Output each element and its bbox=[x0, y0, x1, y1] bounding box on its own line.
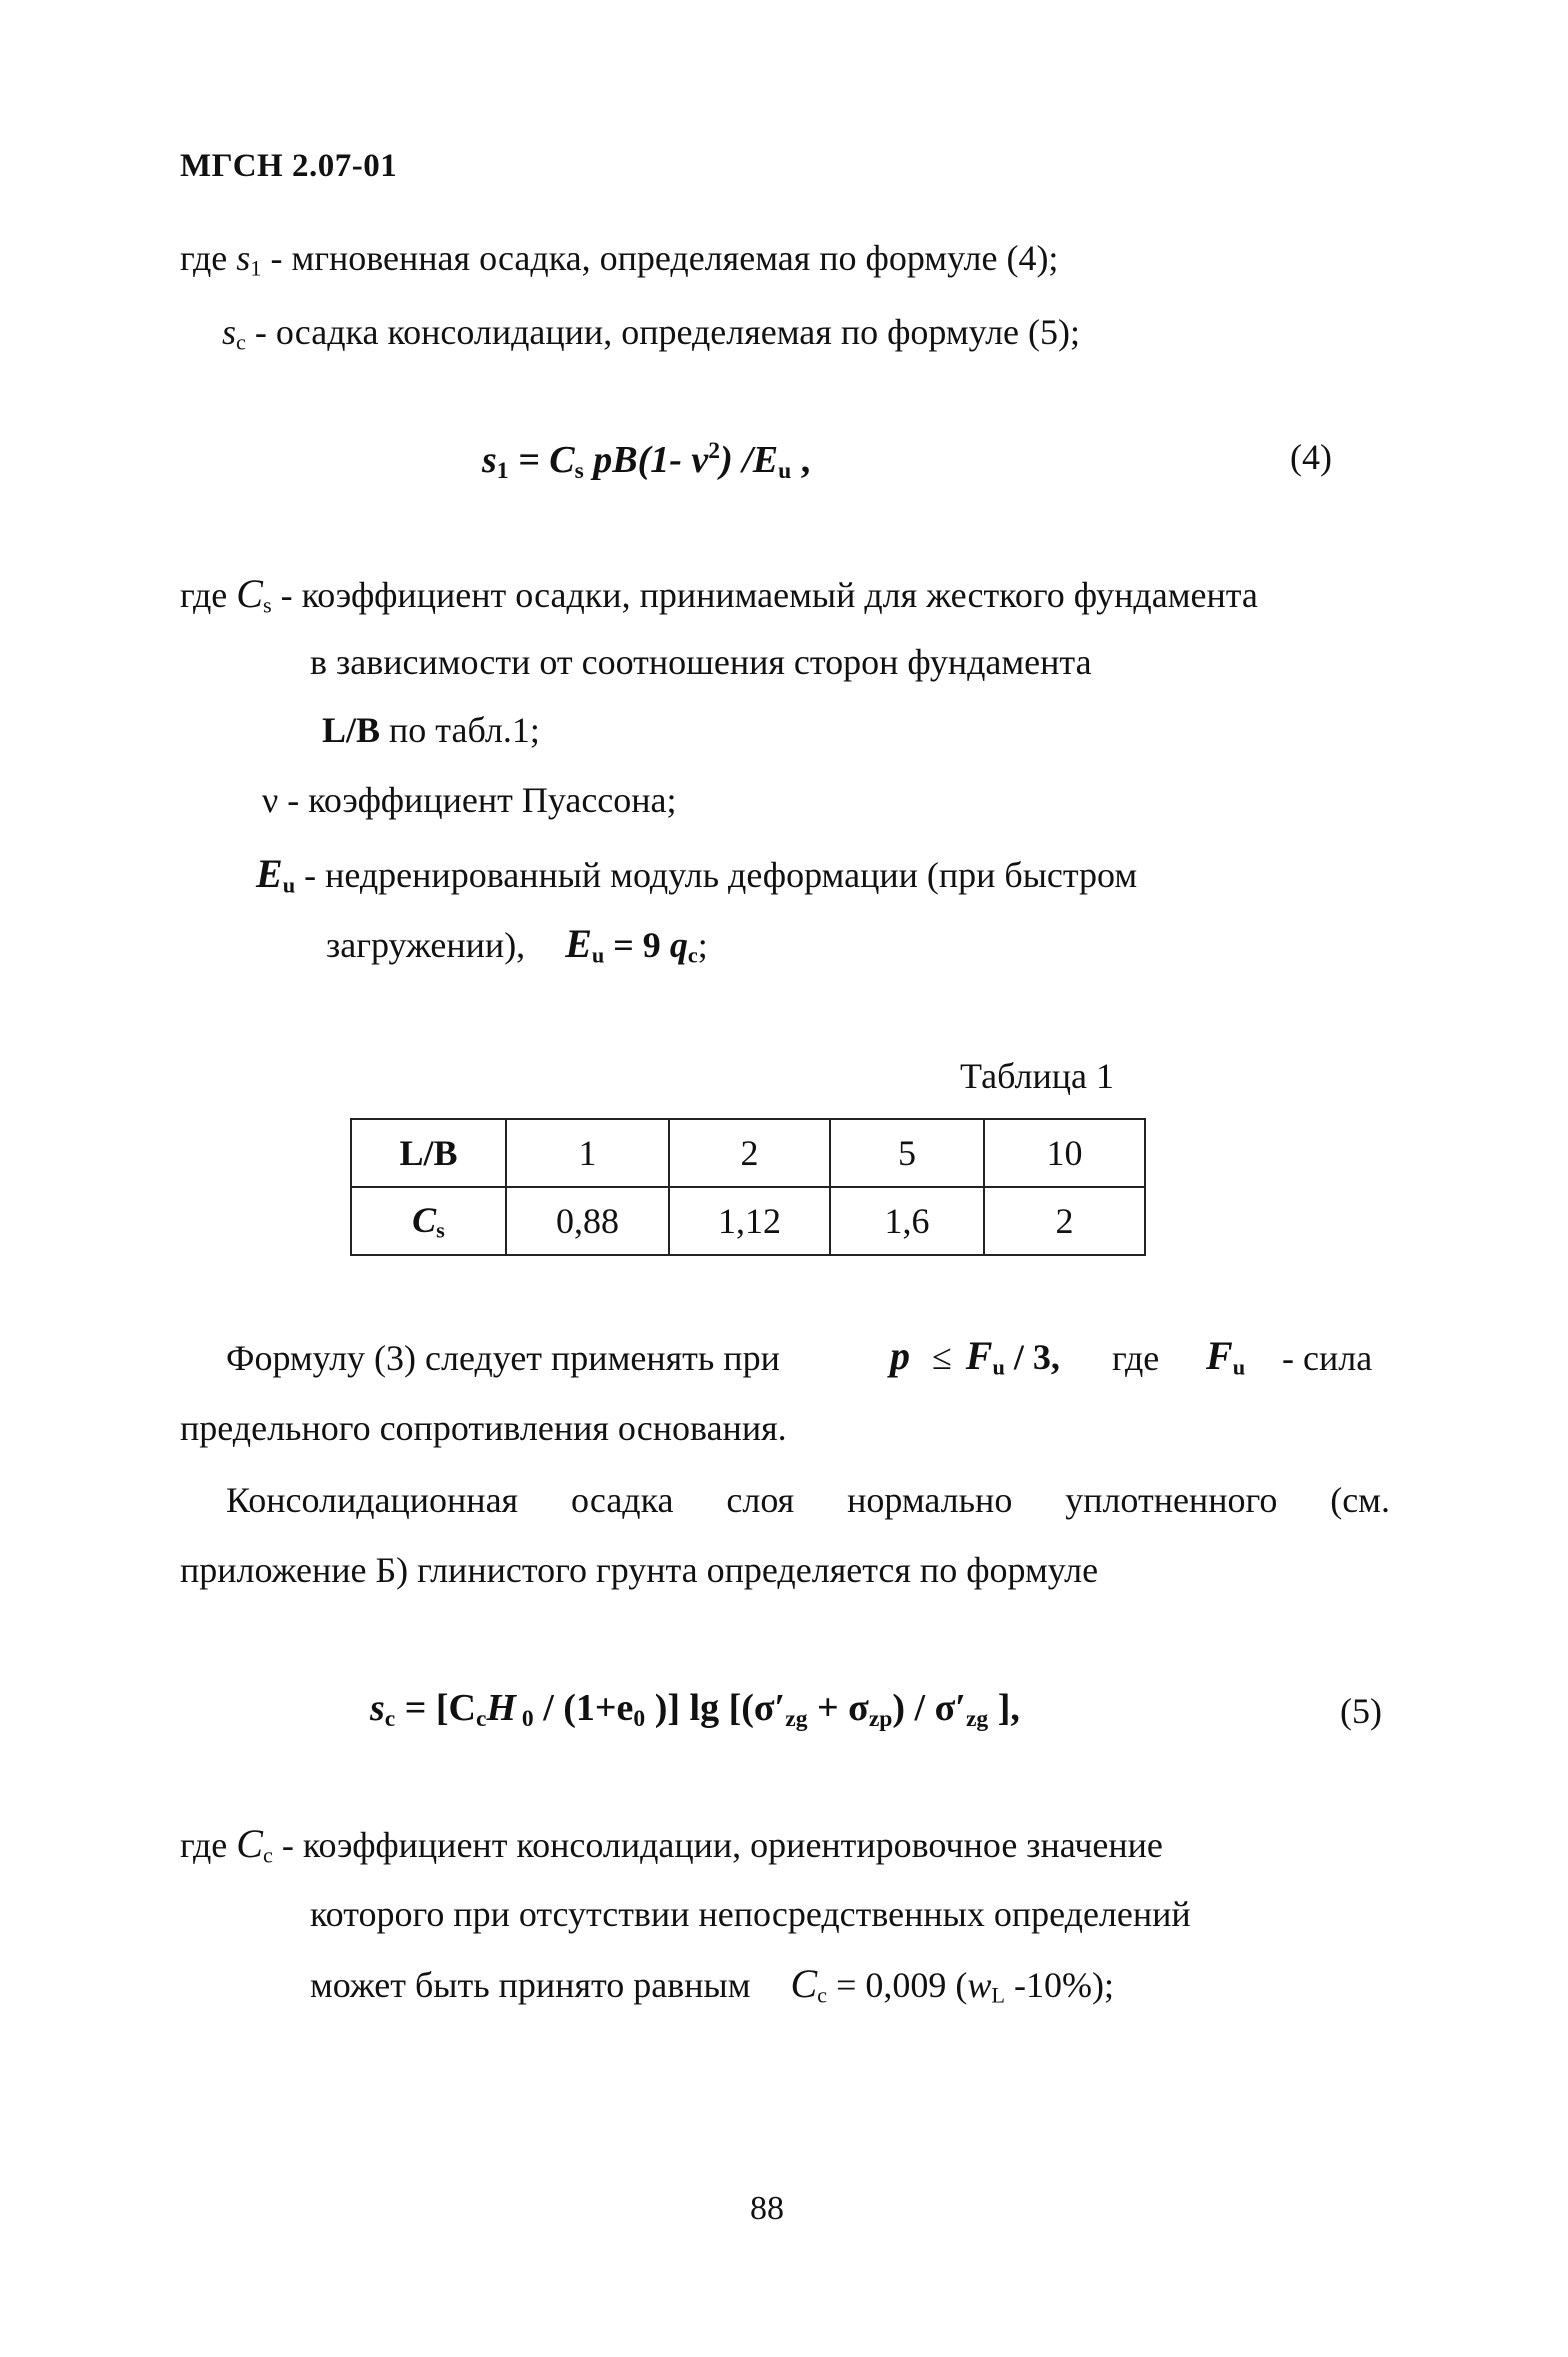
table-cell: 0,88 bbox=[506, 1187, 669, 1255]
symbol-E: E bbox=[256, 851, 283, 896]
formula-term: , bbox=[791, 439, 811, 482]
definition-eu-line2 bbox=[326, 922, 708, 978]
table-cell: 1,12 bbox=[669, 1187, 830, 1255]
formula-sub: 0 bbox=[633, 1705, 646, 1732]
symbol-E: E bbox=[565, 921, 592, 966]
paragraph-word: (см. bbox=[1330, 1480, 1390, 1520]
definition-text: - осадка консолидации, определяемая по формуле (5); bbox=[245, 312, 1081, 352]
definition-cs-line3 bbox=[322, 708, 540, 752]
symbol-C: C bbox=[412, 1199, 437, 1240]
formula-term: = C bbox=[508, 439, 575, 482]
paragraph-2-line2: приложение Б) глинистого грунта определяется по формуле bbox=[180, 1550, 1099, 1590]
symbol-sub: u bbox=[282, 872, 296, 898]
formula-term: -10%); bbox=[1005, 1965, 1114, 2005]
table-cell: 2 bbox=[984, 1187, 1145, 1255]
formula-sub: zg bbox=[965, 1705, 989, 1732]
formula-sub: 0 bbox=[516, 1705, 534, 1732]
table-cell: 10 bbox=[984, 1119, 1145, 1187]
lb-ratio: L/B bbox=[322, 710, 381, 750]
gde-word: где bbox=[180, 1825, 237, 1865]
paragraph-word: Консолидационная bbox=[226, 1480, 519, 1520]
table-row bbox=[351, 1119, 1145, 1187]
formula-sub: c bbox=[384, 1705, 396, 1732]
definition-text: может быть принято равным bbox=[310, 1965, 751, 2005]
symbol-C: C bbox=[790, 1961, 818, 2006]
symbol-sub: u bbox=[1232, 1354, 1246, 1380]
symbol-sub: c bbox=[817, 1982, 828, 2008]
leq-sign: ≤ bbox=[932, 1337, 952, 1377]
symbol-F: F bbox=[1206, 1333, 1233, 1378]
formula-sup: 2 bbox=[708, 438, 721, 464]
symbol-s: s bbox=[236, 238, 251, 278]
definition-cc bbox=[180, 1822, 1163, 1878]
paragraph-1-sila: - сила bbox=[1282, 1338, 1373, 1378]
formula-term: H bbox=[486, 1687, 517, 1729]
table-ref: по табл.1; bbox=[380, 710, 540, 750]
definition-nu: ν - коэффициент Пуассона; bbox=[262, 780, 677, 820]
definition-cs-line2: в зависимости от соотношения сторон фундамента bbox=[310, 642, 1092, 682]
definition-text: - мгновенная осадка, определяемая по формуле (4); bbox=[261, 238, 1059, 278]
gde-word: где bbox=[180, 575, 237, 615]
formula-term: ; bbox=[697, 925, 708, 965]
definition-eu bbox=[256, 852, 1137, 908]
formula-term: s bbox=[482, 439, 497, 482]
document-header: МГСН 2.07-01 bbox=[180, 148, 398, 184]
formula-term: / 3, bbox=[1004, 1337, 1060, 1377]
definition-sc bbox=[222, 310, 1080, 365]
definition-text: - недренированный модуль деформации (при быстром bbox=[295, 855, 1138, 895]
table-cell bbox=[351, 1187, 506, 1255]
table-cell: 1 bbox=[506, 1119, 669, 1187]
paragraph-word: нормально bbox=[847, 1480, 1013, 1520]
formula-sub: s bbox=[574, 458, 584, 484]
paragraph-word: уплотненного bbox=[1065, 1480, 1278, 1520]
formula-sub: c bbox=[476, 1705, 487, 1732]
paragraph-1-inequality bbox=[890, 1334, 1060, 1390]
formula-5 bbox=[370, 1686, 1020, 1733]
symbol-sub: s bbox=[436, 1217, 445, 1243]
symbol-sub: c bbox=[262, 1842, 273, 1868]
equation-number-4: (4) bbox=[1290, 437, 1332, 477]
symbol-C: C bbox=[236, 571, 263, 616]
formula-sub: zp bbox=[868, 1705, 893, 1732]
definition-cc-line2: которого при отсутствии непосредственных определений bbox=[310, 1894, 1191, 1934]
formula-term: + σ bbox=[807, 1687, 869, 1729]
symbol-s: s bbox=[222, 312, 237, 352]
symbol-F: F bbox=[965, 1333, 993, 1378]
formula-term: ) / σ′ bbox=[892, 1687, 966, 1729]
symbol-sub: u bbox=[591, 942, 605, 968]
formula-term: = [C bbox=[395, 1687, 476, 1729]
symbol-w: w bbox=[967, 1965, 992, 2005]
formula-sub: u bbox=[778, 458, 792, 484]
table-cell: 1,6 bbox=[830, 1187, 984, 1255]
table-1 bbox=[350, 1118, 1146, 1256]
formula-4 bbox=[482, 438, 810, 485]
table-caption: Таблица 1 bbox=[960, 1056, 1114, 1096]
symbol-sub: c bbox=[687, 942, 698, 968]
formula-term: / (1+e bbox=[533, 1687, 634, 1729]
symbol-sub: c bbox=[236, 329, 246, 355]
definition-cc-line3 bbox=[310, 1962, 1114, 2018]
paragraph-1-fu bbox=[1206, 1334, 1245, 1390]
equation-number-5: (5) bbox=[1340, 1691, 1382, 1731]
definition-text: - коэффициент осадки, принимаемый для жесткого фундамента bbox=[271, 575, 1258, 615]
symbol-C: C bbox=[236, 1821, 263, 1866]
symbol-sub: L bbox=[991, 1982, 1006, 2008]
formula-term: s bbox=[370, 1687, 385, 1729]
formula-term: = 9 bbox=[604, 925, 670, 965]
symbol-p: p bbox=[890, 1333, 910, 1378]
paragraph-2-line1 bbox=[226, 1478, 1390, 1522]
formula-sub: 1 bbox=[496, 458, 509, 484]
gde-word: где bbox=[180, 238, 237, 278]
table-cell: L/B bbox=[351, 1119, 506, 1187]
page-number: 88 bbox=[750, 2190, 784, 2227]
table-cell: 5 bbox=[830, 1119, 984, 1187]
formula-sub: zg bbox=[785, 1705, 808, 1732]
paragraph-1-gde: где bbox=[1112, 1338, 1160, 1378]
paragraph-1-line2: предельного сопротивления основания. bbox=[180, 1408, 787, 1448]
symbol-sub: 1 bbox=[250, 255, 262, 281]
formula-term: = 0,009 ( bbox=[827, 1965, 968, 2005]
definition-text: загружении), bbox=[326, 925, 526, 965]
table-row bbox=[351, 1187, 1145, 1255]
formula-term: )] lg [(σ′ bbox=[645, 1687, 786, 1729]
symbol-q: q bbox=[669, 925, 688, 965]
formula-term: ], bbox=[988, 1687, 1020, 1729]
table-cell: 2 bbox=[669, 1119, 830, 1187]
formula-term: ) /E bbox=[720, 439, 779, 482]
symbol-sub: s bbox=[262, 592, 272, 618]
paragraph-1-line1-a: Формулу (3) следует применять при bbox=[226, 1338, 780, 1378]
definition-cs bbox=[180, 572, 1258, 628]
paragraph-word: слоя bbox=[726, 1480, 795, 1520]
formula-term: pB(1- ν bbox=[583, 439, 709, 482]
symbol-sub: u bbox=[992, 1354, 1005, 1380]
definition-s1 bbox=[180, 236, 1058, 291]
definition-text: - коэффициент консолидации, ориентировочное значение bbox=[272, 1825, 1163, 1865]
paragraph-word: осадка bbox=[571, 1480, 674, 1520]
